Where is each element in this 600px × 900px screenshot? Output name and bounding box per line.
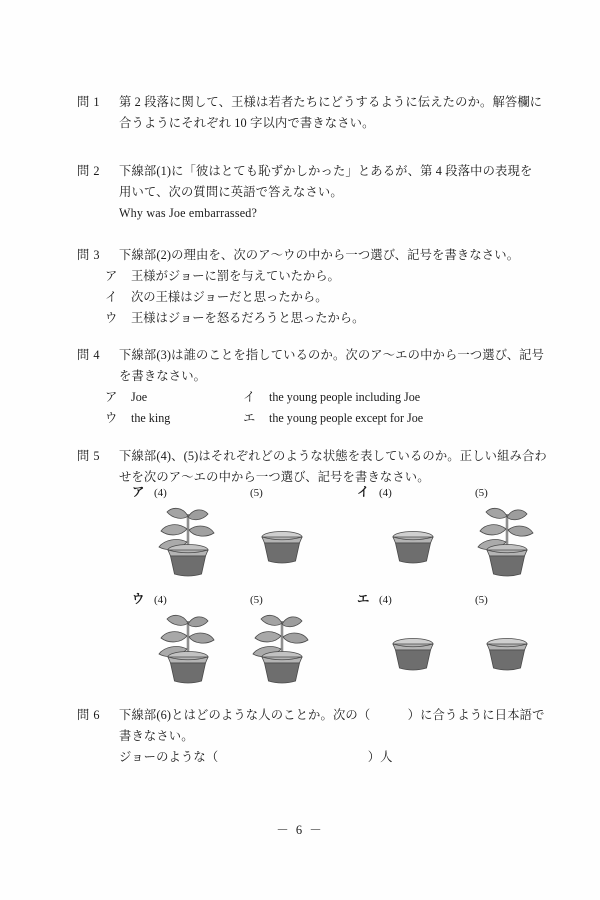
question-5-picture-options: [77, 484, 532, 674]
option-a-sublabel-5: (5): [250, 487, 263, 499]
question-5-number: 問 5: [77, 449, 101, 463]
question-4-body: [119, 345, 544, 387]
choice-text-a: Joe: [131, 390, 148, 404]
question-3-body: [119, 245, 532, 266]
question-5-line-2: せを次のア〜エの中から一つ選び、記号を書きなさい。: [119, 470, 430, 484]
choice-mark-u: ウ: [105, 411, 118, 425]
option-mark-a: ア: [132, 485, 145, 499]
question-3-choice-u[interactable]: [77, 308, 532, 329]
question-3-choice-i[interactable]: [77, 287, 532, 308]
question-block-2: [77, 161, 532, 224]
question-1-line-2: 合うようにそれぞれ 10 字以内で書きなさい。: [119, 116, 375, 130]
question-5-head: [77, 446, 547, 488]
option-i-image-4: [367, 502, 459, 578]
question-2-body: [119, 161, 532, 224]
option-mark-e: エ: [357, 592, 370, 606]
choice-mark-a: ア: [105, 269, 118, 283]
choice-text-a: 王様がジョーに罰を与えていたから。: [131, 269, 340, 283]
potted-plant-icon: [142, 609, 234, 685]
question-4-choice-grid: [77, 387, 532, 429]
question-2-line-1: 下線部(1)に「彼はとても恥ずかしかった」とあるが、第 4 段落中の表現を: [119, 164, 533, 178]
question-4-line-2: を書きなさい。: [119, 369, 207, 383]
question-block-4: [77, 345, 545, 429]
empty-pot-icon: [461, 609, 553, 685]
empty-pot-icon: [367, 502, 459, 578]
potted-plant-icon: [461, 502, 553, 578]
choice-text-e: the young people except for Joe: [269, 411, 424, 425]
choice-text-i: the young people including Joe: [269, 390, 421, 404]
option-e-sublabel-4: (4): [379, 594, 392, 606]
option-mark-u: ウ: [132, 592, 145, 606]
option-a-image-5: [236, 502, 328, 578]
question-4-choice-u[interactable]: [105, 408, 243, 429]
question-block-6: [77, 705, 545, 768]
option-e-image-5: [461, 609, 553, 685]
option-i-sublabel-5: (5): [475, 487, 488, 499]
empty-pot-icon: [367, 609, 459, 685]
question-5-line-1: 下線部(4)、(5)はそれぞれどのような状態を表しているのか。正しい組み合わ: [119, 449, 547, 463]
picture-option-i[interactable]: [357, 484, 582, 579]
choice-mark-u: ウ: [105, 311, 118, 325]
question-6-number: 問 6: [77, 708, 101, 722]
question-2-number: 問 2: [77, 164, 101, 178]
empty-pot-icon: [236, 502, 328, 578]
choice-mark-a: ア: [105, 390, 118, 404]
question-6-body: [119, 705, 545, 768]
choice-mark-e: エ: [243, 411, 256, 425]
question-4-choice-i[interactable]: [243, 387, 420, 408]
question-6-line-1: 下線部(6)とはどのような人のことか。次の（ ）に合うように日本語で: [119, 708, 545, 722]
picture-option-u[interactable]: [132, 591, 357, 686]
option-e-sublabel-5: (5): [475, 594, 488, 606]
question-4-choice-row-2: [105, 408, 532, 429]
question-4-number: 問 4: [77, 348, 101, 362]
question-3-head: [77, 245, 532, 266]
choice-text-u: 王様はジョーを怒るだろうと思ったから。: [131, 311, 365, 325]
question-4-line-1: 下線部(3)は誰のことを指しているのか。次のア〜エの中から一つ選び、記号: [119, 348, 545, 362]
question-1-line-1: 第 2 段落に関して、王様は若者たちにどうするように伝えたのか。解答欄に: [119, 95, 543, 109]
question-6-answer-line[interactable]: ジョーのような（ ）人: [119, 750, 393, 764]
choice-mark-i: イ: [243, 390, 256, 404]
option-e-image-4: [367, 609, 459, 685]
question-2-english-prompt: Why was Joe embarrassed?: [119, 206, 258, 220]
question-block-5: [77, 446, 547, 488]
question-4-choice-a[interactable]: [105, 387, 243, 408]
option-u-image-4: [142, 609, 234, 685]
question-2-head: [77, 161, 532, 224]
option-i-sublabel-4: (4): [379, 487, 392, 499]
choice-mark-i: イ: [105, 290, 118, 304]
question-1-number: 問 1: [77, 95, 101, 109]
option-i-image-5: [461, 502, 553, 578]
question-4-choice-e[interactable]: [243, 408, 423, 429]
option-a-image-4: [142, 502, 234, 578]
option-u-sublabel-5: (5): [250, 594, 263, 606]
picture-option-e[interactable]: [357, 591, 582, 686]
question-4-head: [77, 345, 545, 387]
question-6-line-2: 書きなさい。: [119, 729, 194, 743]
question-6-head: [77, 705, 545, 768]
question-3-line-1: 下線部(2)の理由を、次のア〜ウの中から一つ選び、記号を書きなさい。: [119, 248, 520, 262]
question-3-choice-a[interactable]: [77, 266, 532, 287]
question-5-body: [119, 446, 547, 488]
option-a-sublabel-4: (4): [154, 487, 167, 499]
choice-text-u: the king: [131, 411, 171, 425]
question-3-number: 問 3: [77, 248, 101, 262]
question-block-1: [77, 92, 543, 134]
question-2-line-2: 用いて、次の質問に英語で答えなさい。: [119, 185, 343, 199]
option-mark-i: イ: [357, 485, 370, 499]
question-1-head: [77, 92, 543, 134]
choice-text-i: 次の王様はジョーだと思ったから。: [131, 290, 328, 304]
question-1-body: [119, 92, 542, 134]
option-u-sublabel-4: (4): [154, 594, 167, 606]
question-4-choice-row-1: [105, 387, 532, 408]
picture-option-a[interactable]: [132, 484, 357, 579]
question-block-3: [77, 245, 532, 329]
potted-plant-icon: [142, 502, 234, 578]
potted-plant-icon: [236, 609, 328, 685]
option-u-image-5: [236, 609, 328, 685]
page-number: － 6 －: [276, 823, 324, 837]
